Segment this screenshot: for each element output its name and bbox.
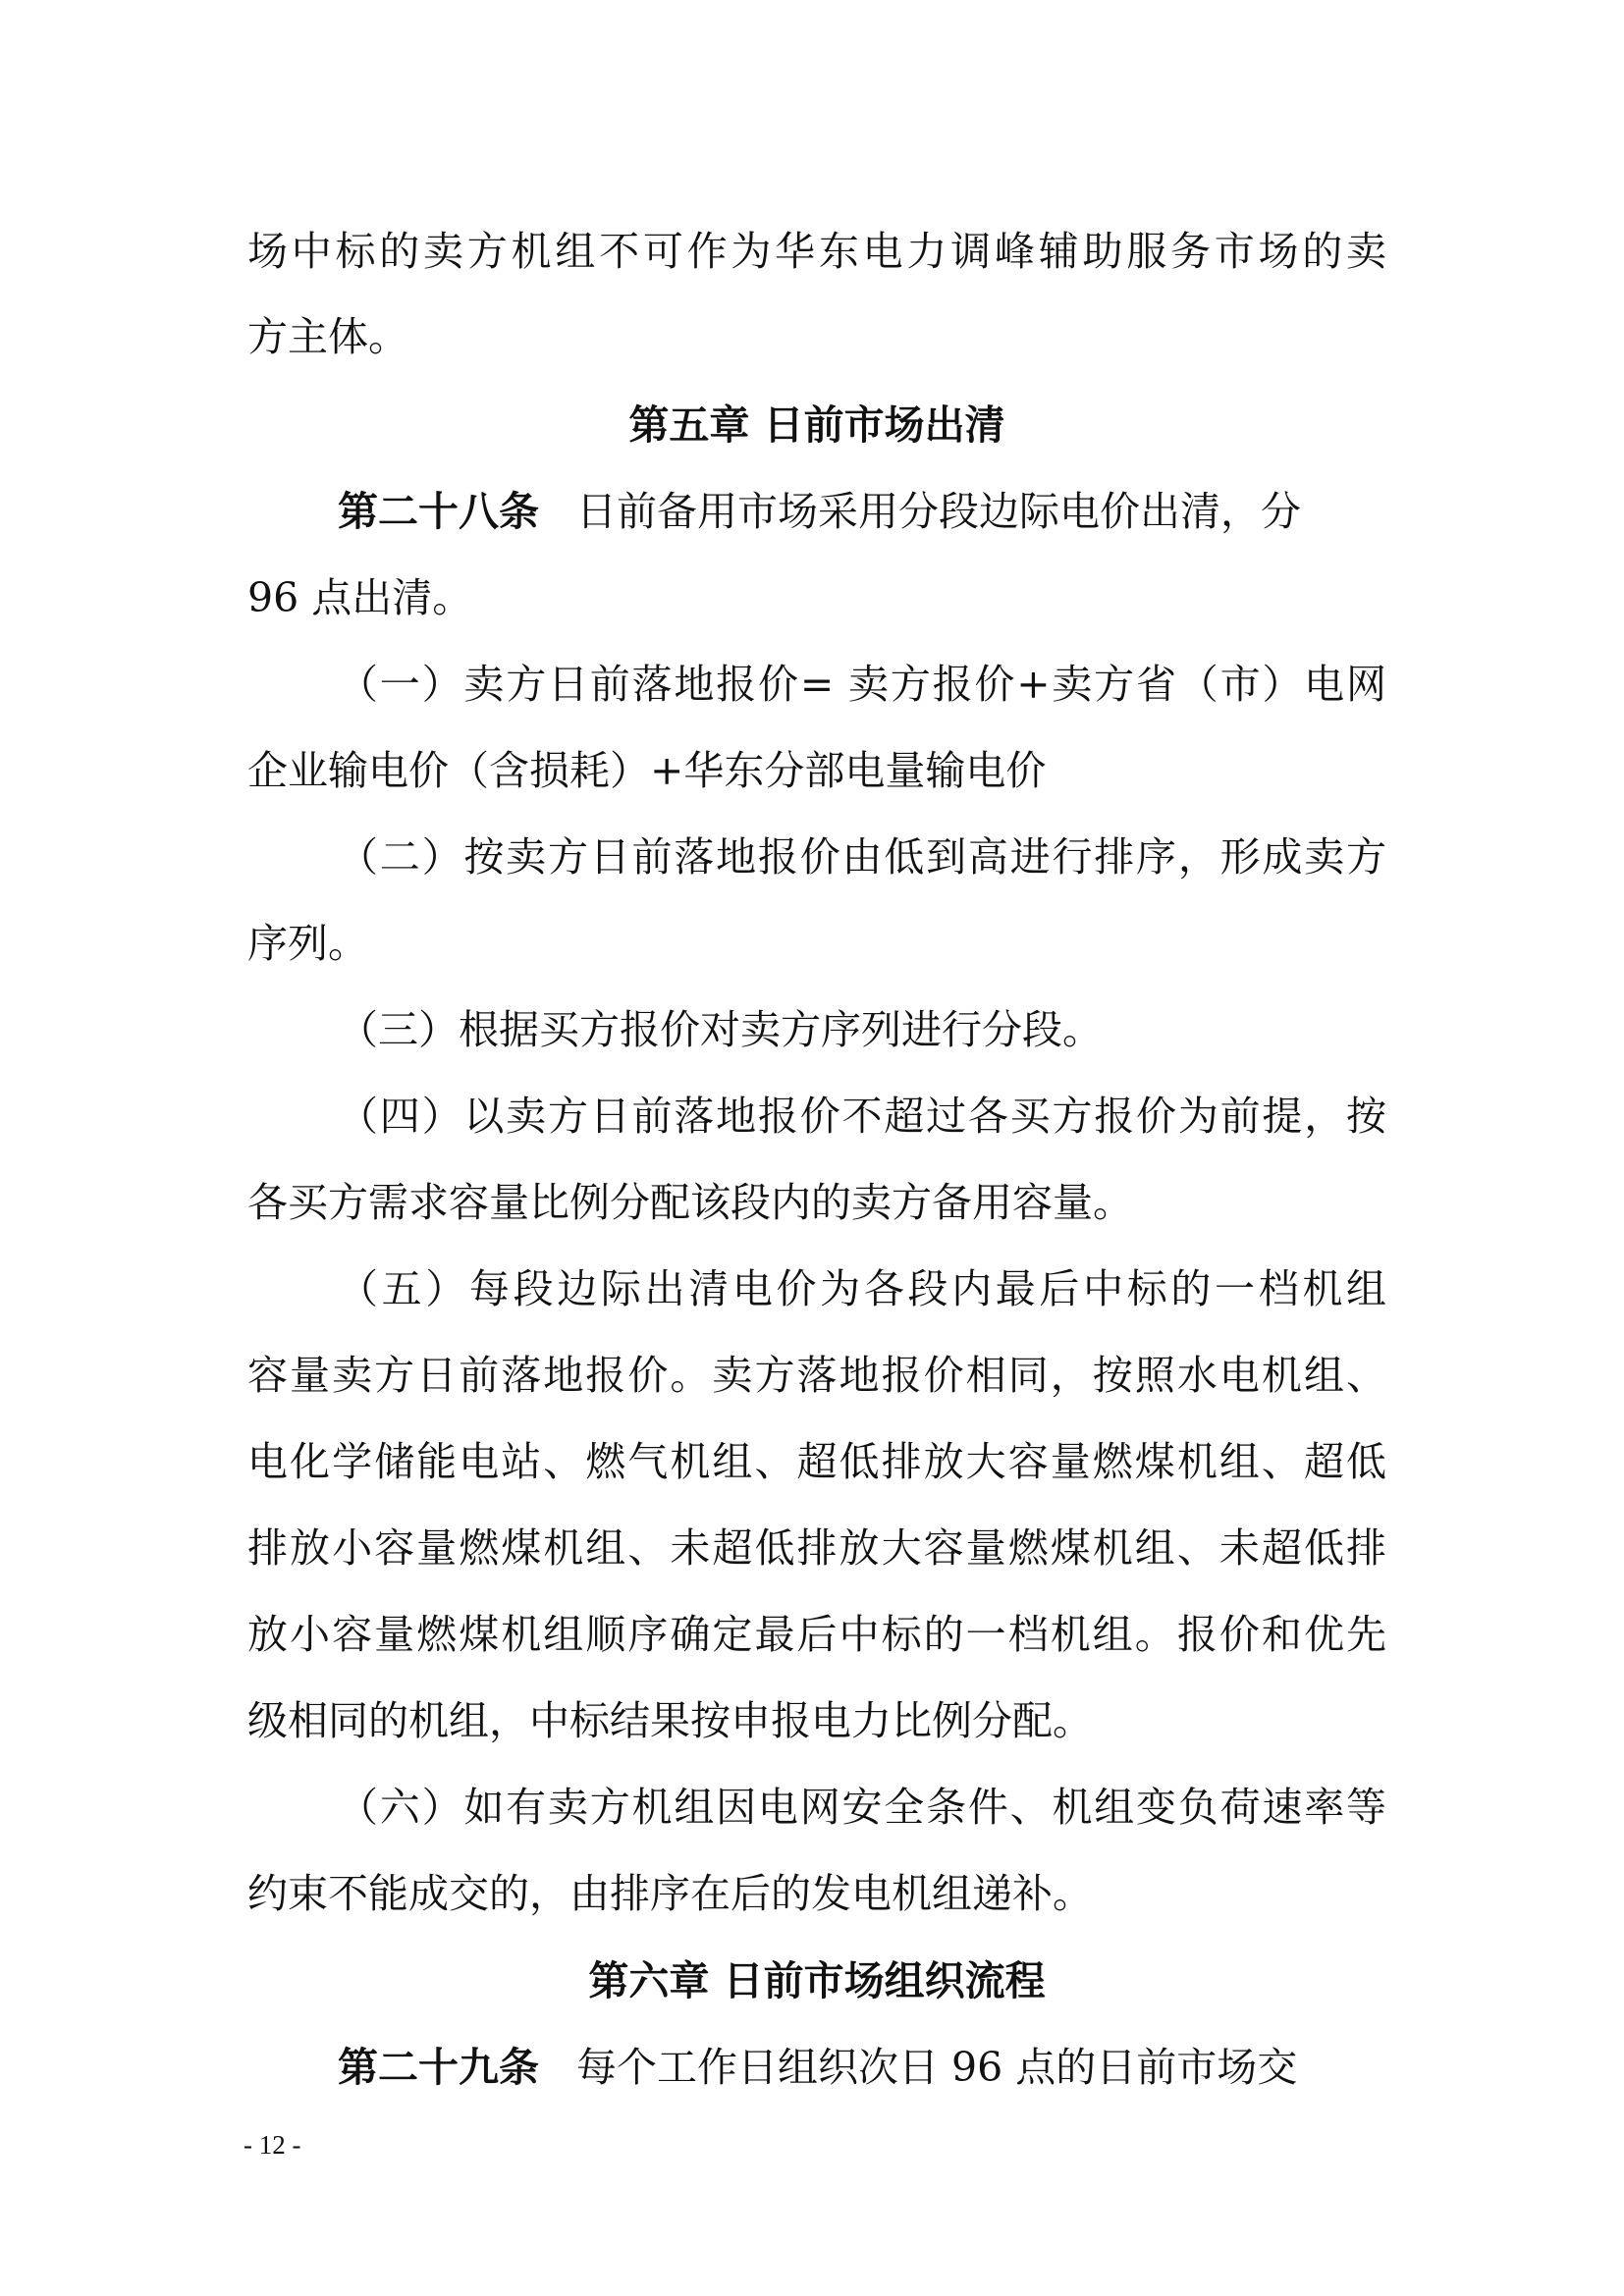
paragraph-line: 约束不能成交的，由排序在后的发电机组递补。 bbox=[247, 1870, 1093, 1917]
article-text: 每个工作日组织次日 96 点的日前市场交 bbox=[576, 2044, 1298, 2091]
paragraph-line: 容量卖方日前落地报价。卖方落地报价相同，按照水电机组、 bbox=[247, 1352, 1386, 1399]
paragraph-line: 排放小容量燃煤机组、未超低排放大容量燃煤机组、未超低排 bbox=[247, 1524, 1386, 1572]
page-number: - 12 - bbox=[244, 2130, 301, 2160]
chapter-heading: 第五章 日前市场出清 bbox=[628, 401, 1005, 449]
paragraph-line: 放小容量燃煤机组顺序确定最后中标的一档机组。报价和优先 bbox=[247, 1611, 1386, 1658]
article-text: 日前备用市场采用分段边际电价出清，分 bbox=[576, 488, 1301, 535]
paragraph-line: 序列。 bbox=[247, 920, 368, 967]
article-label: 第二十九条 bbox=[338, 2044, 539, 2091]
article-28-line-1 bbox=[338, 482, 1386, 541]
list-item-line: （二）按卖方日前落地报价由低到高进行排序，形成卖方 bbox=[338, 833, 1386, 881]
paragraph-line: 场中标的卖方机组不可作为华东电力调峰辅助服务市场的卖 bbox=[247, 228, 1386, 275]
article-29-line-1 bbox=[338, 2038, 1386, 2097]
list-item-line: （三）根据买方报价对卖方序列进行分段。 bbox=[338, 1006, 1103, 1053]
chapter-heading: 第六章 日前市场组织流程 bbox=[588, 1957, 1046, 2004]
paragraph-line: 方主体。 bbox=[247, 313, 408, 360]
paragraph-line: 96 点出清。 bbox=[247, 574, 473, 621]
paragraph-line: 电化学储能电站、燃气机组、超低排放大容量燃煤机组、超低 bbox=[247, 1438, 1386, 1485]
list-item-line: （五）每段边际出清电价为各段内最后中标的一档机组 bbox=[338, 1265, 1386, 1312]
list-item-line: （六）如有卖方机组因电网安全条件、机组变负荷速率等 bbox=[338, 1784, 1386, 1831]
list-item-line: （四）以卖方日前落地报价不超过各买方报价为前提，按 bbox=[338, 1093, 1386, 1140]
paragraph-line: 级相同的机组，中标结果按申报电力比例分配。 bbox=[247, 1697, 1093, 1744]
paragraph-line: 企业输电价（含损耗）+华东分部电量输电价 bbox=[247, 747, 1047, 794]
list-item-line: （一）卖方日前落地报价= 卖方报价+卖方省（市）电网 bbox=[338, 661, 1386, 708]
paragraph-line: 各买方需求容量比例分配该段内的卖方备用容量。 bbox=[247, 1179, 1133, 1226]
article-label: 第二十八条 bbox=[338, 488, 539, 535]
